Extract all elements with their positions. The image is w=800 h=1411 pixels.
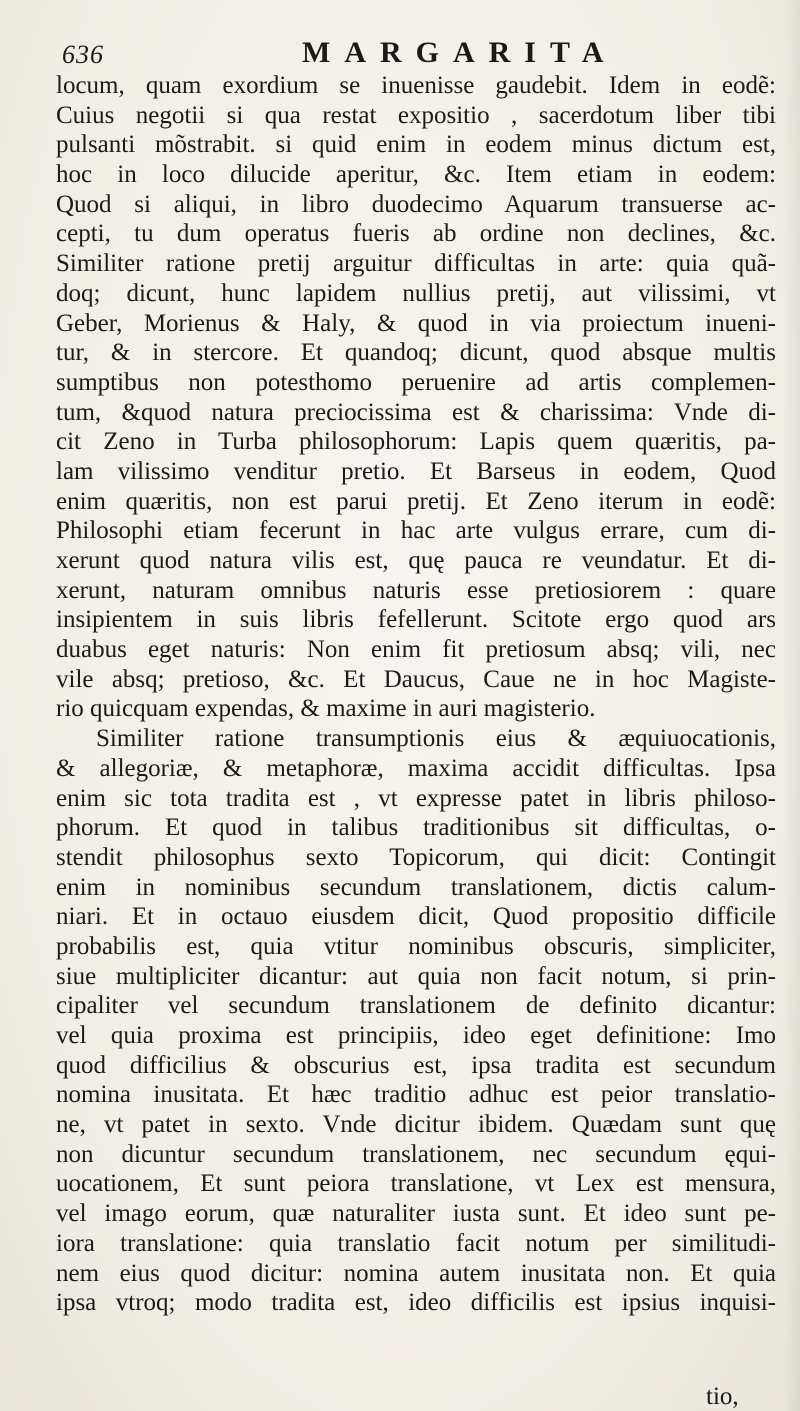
text-line: nem eius quod dicitur: nomina autem inusitata non. Et quia [56, 1259, 776, 1287]
page-header [62, 34, 762, 70]
text-line: Quod si aliqui, in libro duodecimo Aquarum transuerse ac- [56, 190, 776, 218]
text-line: quod difficilius & obscurius est, ipsa tradita est secundum [56, 1051, 776, 1079]
text-line: non dicuntur secundum translationem, nec secundum ęqui- [56, 1140, 776, 1168]
text-line: locum, quam exordium se inuenisse gaudebit. Idem in eodẽ: [56, 72, 776, 99]
text-line: Cuius negotii si qua restat expositio , sacerdotum liber tibi [56, 101, 776, 129]
text-line: ne, vt patet in sexto. Vnde dicitur ibidem. Quædam sunt quę [56, 1111, 776, 1139]
body-text [56, 71, 776, 1318]
page-gutter-shadow [782, 0, 800, 1411]
text-line: & allegoriæ, & metaphoræ, maxima accidit difficultas. Ipsa [56, 754, 776, 782]
text-line: lam vilissimo venditur pretio. Et Barseus in eodem, Quod [56, 457, 776, 485]
text-line: hoc in loco dilucide aperitur, &c. Item etiam in eodem: [56, 161, 776, 189]
text-line: Similiter ratione pretij arguitur difficultas in arte: quia quã- [56, 250, 776, 278]
text-line: Philosophi etiam fecerunt in hac arte vulgus errare, cum di- [56, 517, 776, 545]
text-line: Similiter ratione transumptionis eius & æquiuocationis, [96, 725, 776, 753]
text-line: probabilis est, quia vtitur nominibus obscuris, simpliciter, [56, 932, 776, 960]
text-line: doq; dicunt, hunc lapidem nullius pretij, aut vilissimi, vt [56, 279, 776, 307]
text-line: rio quicquam expendas, & maxime in auri magisterio. [56, 695, 596, 723]
text-line: duabus eget naturis: Non enim fit pretiosum absq; vili, nec [56, 636, 776, 664]
text-line: siue multipliciter dicantur: aut quia non facit notum, si prin- [56, 962, 776, 990]
page-number: 636 [62, 40, 104, 69]
text-line: enim in nominibus secundum translationem, dictis calum- [56, 873, 776, 901]
text-line: tur, & in stercore. Et quandoq; dicunt, quod absque multis [56, 339, 776, 367]
text-line: ipsa vtroq; modo tradita est, ideo difficilis est ipsius inquisi- [56, 1289, 776, 1317]
text-line: uocationem, Et sunt peiora translatione, vt Lex est mensura, [56, 1170, 776, 1198]
text-line: vile absq; pretioso, &c. Et Daucus, Caue ne in hoc Magiste- [56, 665, 776, 693]
text-line: enim sic tota tradita est , vt expresse patet in libris philoso- [56, 784, 776, 812]
text-line: pulsanti mõstrabit. si quid enim in eodem minus dictum est, [56, 131, 776, 159]
text-line: Geber, Morienus & Haly, & quod in via proiectum inueni- [56, 309, 776, 337]
text-line: tum, &quod natura preciocissima est & charissima: Vnde di- [56, 398, 776, 426]
catchword: tio, [706, 1383, 739, 1410]
text-line: phorum. Et quod in talibus traditionibus sit difficultas, o- [56, 814, 776, 842]
text-line: stendit philosophus sexto Topicorum, qui dicit: Contingit [56, 843, 776, 871]
text-line: iora translatione: quia translatio facit notum per similitudi- [56, 1229, 776, 1257]
text-line: enim quæritis, non est parui pretij. Et Zeno iterum in eodẽ: [56, 487, 776, 515]
text-line: sumptibus non potesthomo peruenire ad artis complemen- [56, 368, 776, 396]
text-line: insipientem in suis libris fefellerunt. Scitote ergo quod ars [56, 606, 776, 634]
text-line: vel imago eorum, quæ naturaliter iusta sunt. Et ideo sunt pe- [56, 1200, 776, 1228]
text-line: vel quia proxima est principiis, ideo eget definitione: Imo [56, 1022, 776, 1049]
text-line: xerunt quod natura vilis est, quę pauca re veundatur. Et di- [56, 547, 776, 574]
text-line: niari. Et in octauo eiusdem dicit, Quod propositio difficile [56, 903, 776, 931]
text-line: cit Zeno in Turba philosophorum: Lapis quem quæritis, pa- [56, 428, 776, 456]
text-line: cepti, tu dum operatus fueris ab ordine non declines, &c. [56, 220, 776, 248]
running-title: MARGARITA [302, 36, 618, 69]
text-line: xerunt, naturam omnibus naturis esse pretiosiorem : quare [56, 576, 776, 604]
text-line: cipaliter vel secundum translationem de definito dicantur: [56, 992, 776, 1020]
text-line: nomina inusitata. Et hæc traditio adhuc est peior translatio- [56, 1081, 776, 1109]
